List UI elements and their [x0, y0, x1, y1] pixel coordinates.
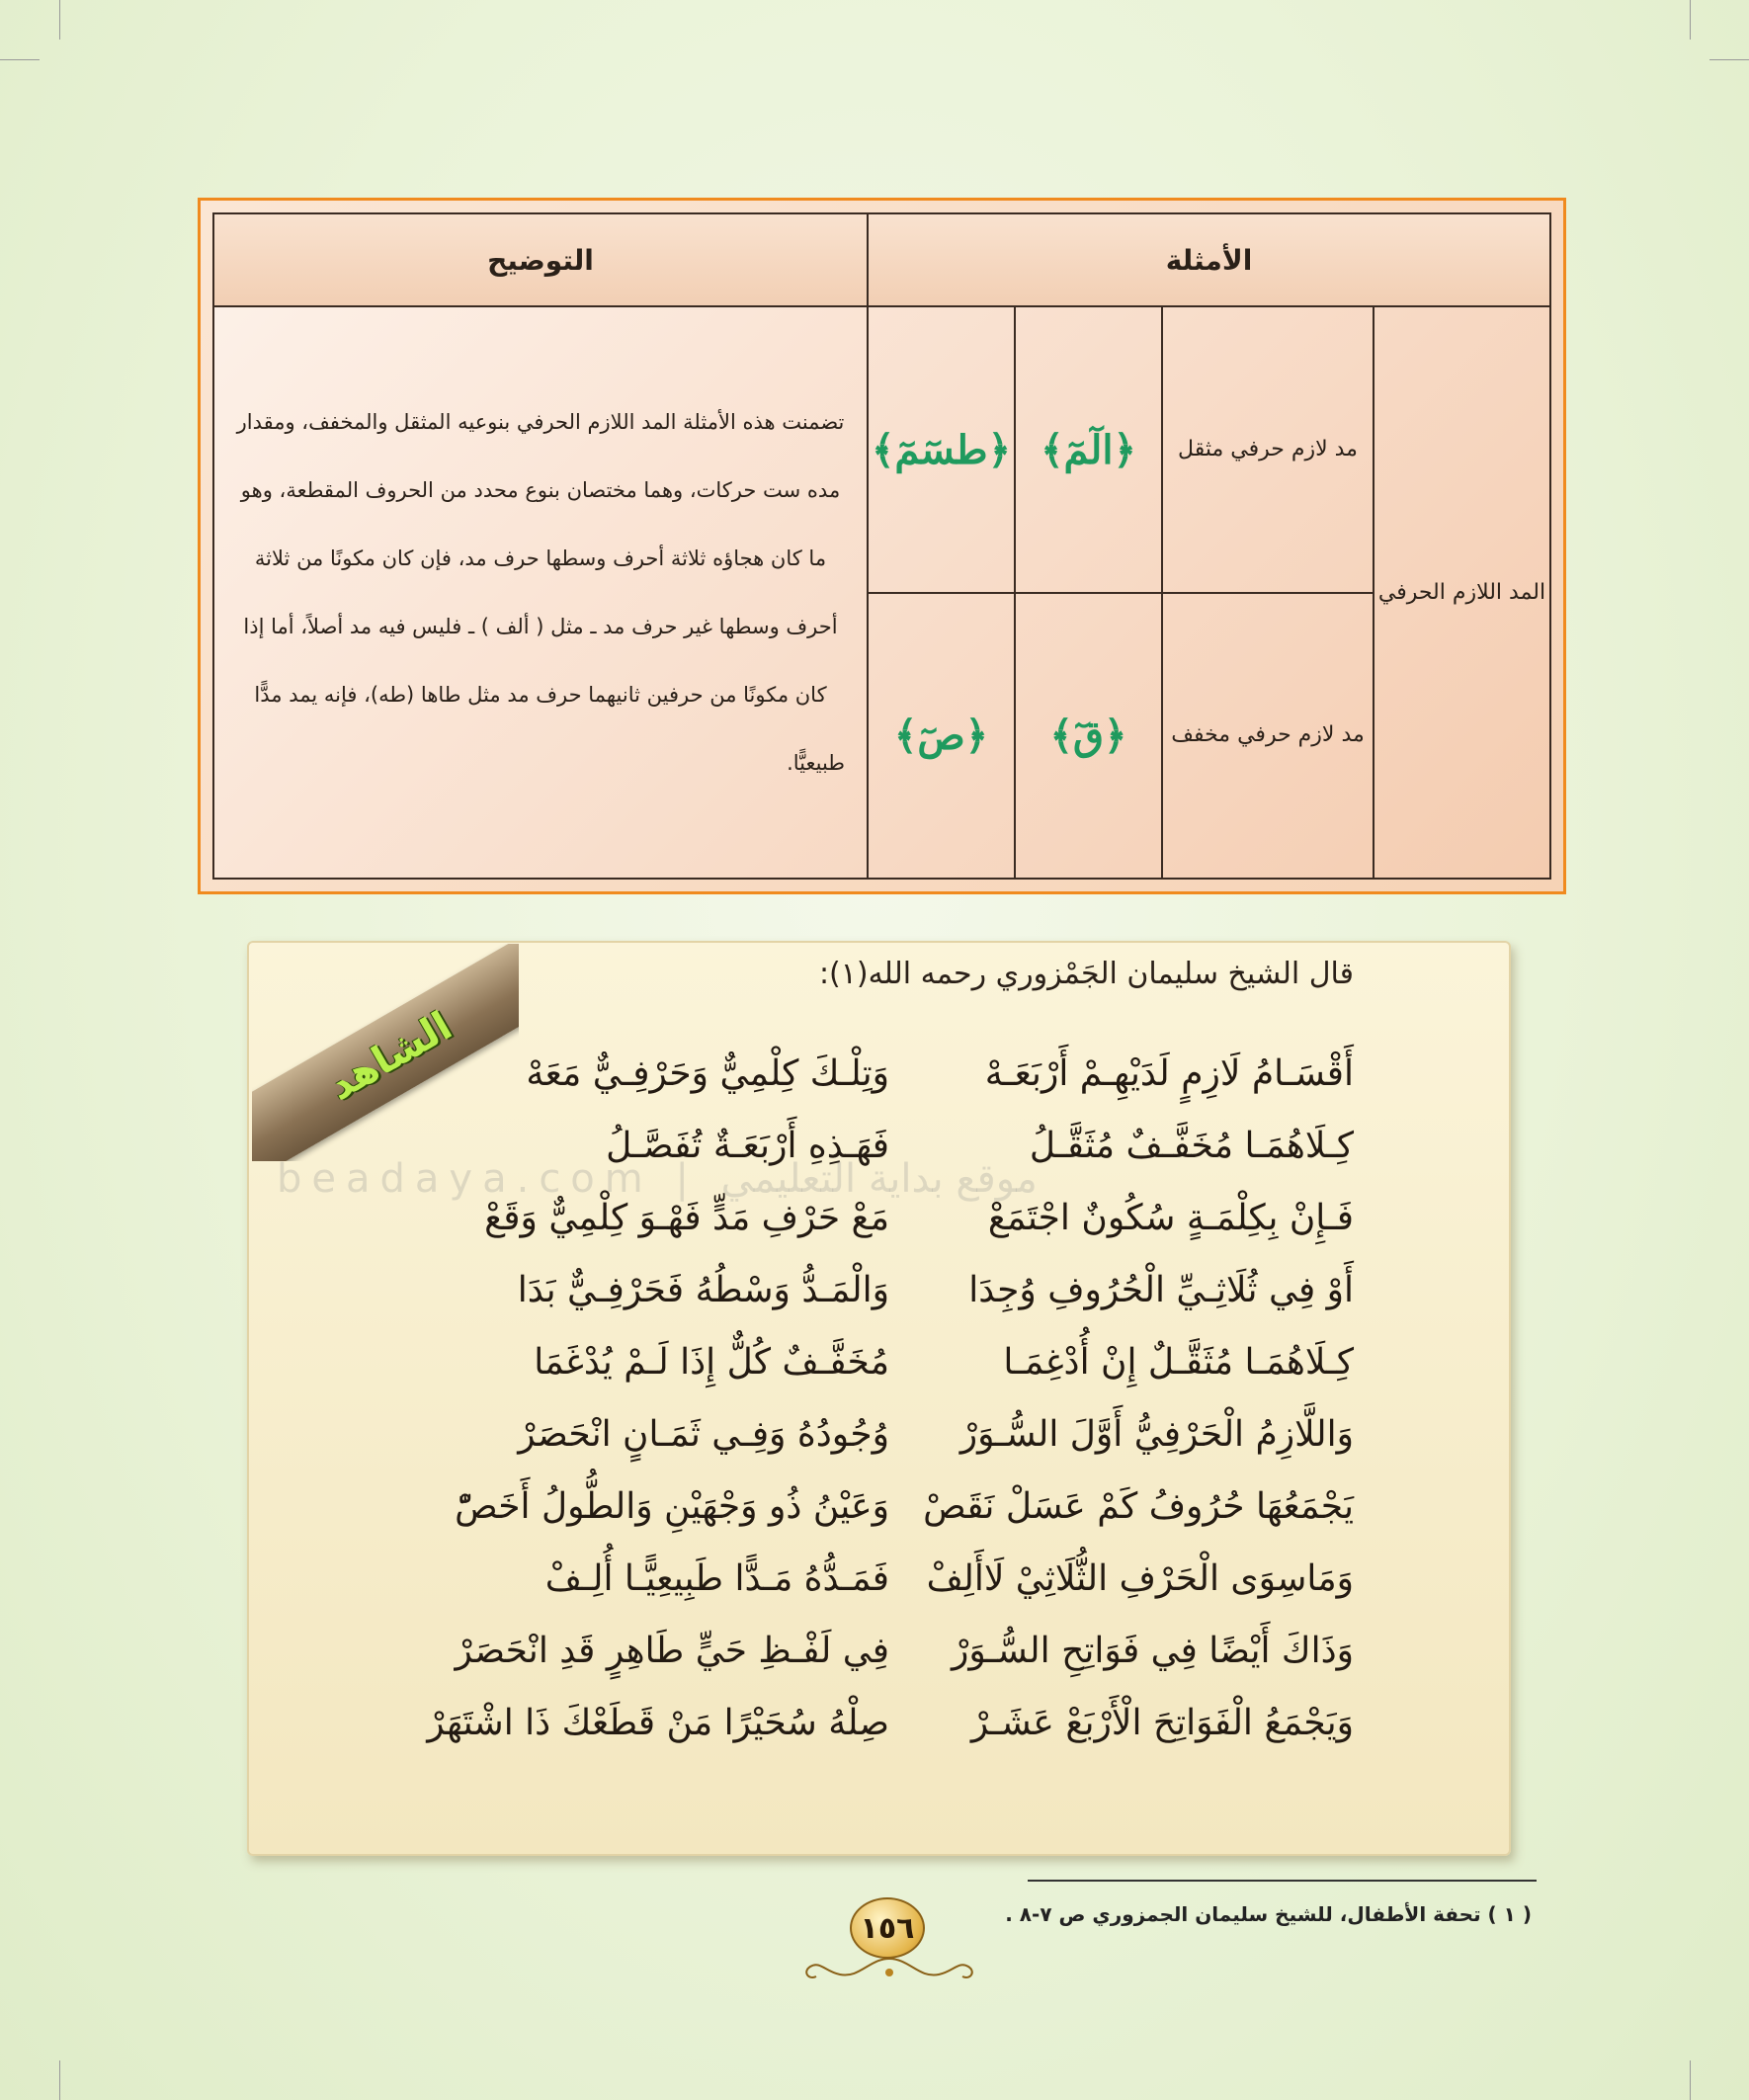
verse-row — [494, 1398, 1354, 1470]
second-hemistich: وُجُودُهُ وَفِـي ثَمَـانٍ انْحَصَرْ — [518, 1414, 889, 1455]
quran-example: ﴿صٓ﴾ — [893, 712, 989, 759]
shahid-ribbon — [252, 944, 519, 1161]
example-cell — [1015, 593, 1162, 879]
crop-mark — [59, 2060, 60, 2100]
verse-row — [494, 1543, 1354, 1615]
quran-example: ﴿طسٓمٓ﴾ — [871, 426, 1011, 473]
examples-header: الأمثلة — [868, 213, 1550, 306]
category-cell: المد اللازم الحرفي — [1374, 306, 1550, 879]
example-cell — [1015, 306, 1162, 592]
first-hemistich: وَمَاسِوَى الْحَرْفِ الثُّلَاثِيْ لَاأَلِفْ — [926, 1558, 1354, 1599]
second-hemistich: صِلْهُ سُحَيْرًا مَنْ قَطَعْكَ ذَا اشْتَهَرْ — [427, 1703, 889, 1743]
first-hemistich: فَـإِنْ بِكِلْمَـةٍ سُكُونٌ اجْتَمَعْ — [987, 1198, 1354, 1238]
first-hemistich: كِـلَاهُمَـا مُخَفَّـفٌ مُثَقَّـلُ — [1029, 1126, 1354, 1166]
crop-mark — [0, 59, 40, 60]
second-hemistich: وَالْمَـدُّ وَسْطُهُ فَحَرْفِـيٌّ بَدَا — [517, 1270, 889, 1310]
verse-row — [494, 1110, 1354, 1182]
verse-row — [455, 1470, 1354, 1543]
crop-mark — [1690, 0, 1691, 40]
first-hemistich: وَاللَّازِمُ الْحَرْفِيُّ أَوَّلَ السُّـوَرْ — [959, 1414, 1354, 1455]
poem — [427, 1038, 1354, 1759]
crop-mark — [59, 0, 60, 40]
first-hemistich: وَذَاكَ أَيْضًا فِي فَوَاتِحِ السُّـوَرْ — [952, 1631, 1354, 1671]
quran-example: ﴿الٓمٓ﴾ — [1041, 426, 1136, 473]
crop-mark — [1690, 2060, 1691, 2100]
second-hemistich: فَهَـذِهِ أَرْبَعَـةٌ تُفَصَّـلُ — [606, 1126, 889, 1166]
first-hemistich: أَقْسَـامُ لَازِمٍ لَدَيْهِـمْ أَرْبَعَـهْ — [984, 1053, 1354, 1094]
page-number-ornament — [791, 1897, 988, 1986]
second-hemistich: فِي لَفْـظِ حَيٍّ طَاهِرٍ قَدِ انْحَصَرْ — [455, 1631, 889, 1671]
page-number-badge — [850, 1897, 925, 1959]
type-cell-heavy: مد لازم حرفي مثقل — [1162, 306, 1374, 592]
rules-table — [212, 212, 1551, 880]
verse-row — [494, 1326, 1354, 1398]
footnote: ( ١ ) تحفة الأطفال، للشيخ سليمان الجمزوري ص ٧-٨ . — [1005, 1902, 1532, 1926]
example-cell — [868, 593, 1015, 879]
watermark: beadaya.com | موقع بداية التعليمي — [277, 1156, 1038, 1202]
poem-intro: قال الشيخ سليمان الجَمْزوري رحمه الله(١): — [818, 957, 1354, 991]
example-cell — [868, 306, 1015, 592]
flourish-icon — [791, 1953, 988, 1986]
second-hemistich: وَعَيْنُ ذُو وَجْهَيْنِ وَالطُّولُ أَخَصّْ — [455, 1486, 889, 1527]
verse-row — [427, 1687, 1354, 1759]
first-hemistich: يَجْمَعُهَا حُرُوفُ كَمْ عَسَلْ نَقَصْ — [923, 1486, 1354, 1527]
verse-row — [494, 1254, 1354, 1326]
crop-mark — [1709, 59, 1749, 60]
second-hemistich: فَمَـدُّهُ مَـدًّا طَبِيعِيًّـا أُلِـفْ — [544, 1558, 889, 1599]
quran-example: ﴿قٓ﴾ — [1049, 712, 1127, 759]
first-hemistich: أَوْ فِي ثُلَاثِـيِّ الْحُرُوفِ وُجِدَا — [968, 1270, 1354, 1310]
verse-row — [484, 1182, 1354, 1254]
explanation-cell: تضمنت هذه الأمثلة المد اللازم الحرفي بنوعيه المثقل والمخفف، ومقدار مده ست حركات، وهما مختصان بنوع محدد من الحروف المقطعة، وهو ما كان هجاؤه ثلاثة أحرف وسطها حرف مد، فإن كان مكونًا من ثلاثة أحرف وسطها غير حرف مد ـ مثل ( ألف ) ـ فليس فيه مد أصلاً، أما إذا كان مكونًا من حرفين ثانيهما حرف مد مثل طاها (طه)، فإنه يمد مدًّا طبيعيًّا. — [213, 306, 868, 879]
second-hemistich: وَتِلْـكَ كِلْمِيٌّ وَحَرْفِـيٌّ مَعَهْ — [526, 1053, 889, 1094]
ribbon-band — [252, 944, 519, 1161]
verse-row — [455, 1615, 1354, 1687]
ribbon-label: الشاهد — [320, 1003, 460, 1110]
page-number: ١٥٦ — [860, 1910, 915, 1946]
first-hemistich: وَيَجْمَعُ الْفَوَاتِحَ الْأَرْبَعْ عَشَـرْ — [970, 1703, 1354, 1743]
first-hemistich: كِـلَاهُمَـا مُثَقَّـلٌ إِنْ أُدْغِمَـا — [1003, 1342, 1354, 1383]
rules-table-frame — [198, 198, 1566, 894]
type-cell-light: مد لازم حرفي مخفف — [1162, 593, 1374, 879]
explanation-header: التوضيح — [213, 213, 868, 306]
footnote-divider — [1028, 1880, 1537, 1882]
second-hemistich: مُخَفَّـفٌ كُلٌّ إِذَا لَـمْ يُدْغَمَا — [534, 1342, 889, 1383]
second-hemistich: مَعْ حَرْفِ مَدٍّ فَهْـوَ كِلْمِيٌّ وَقَعْ — [484, 1198, 889, 1238]
verse-row — [494, 1038, 1354, 1110]
